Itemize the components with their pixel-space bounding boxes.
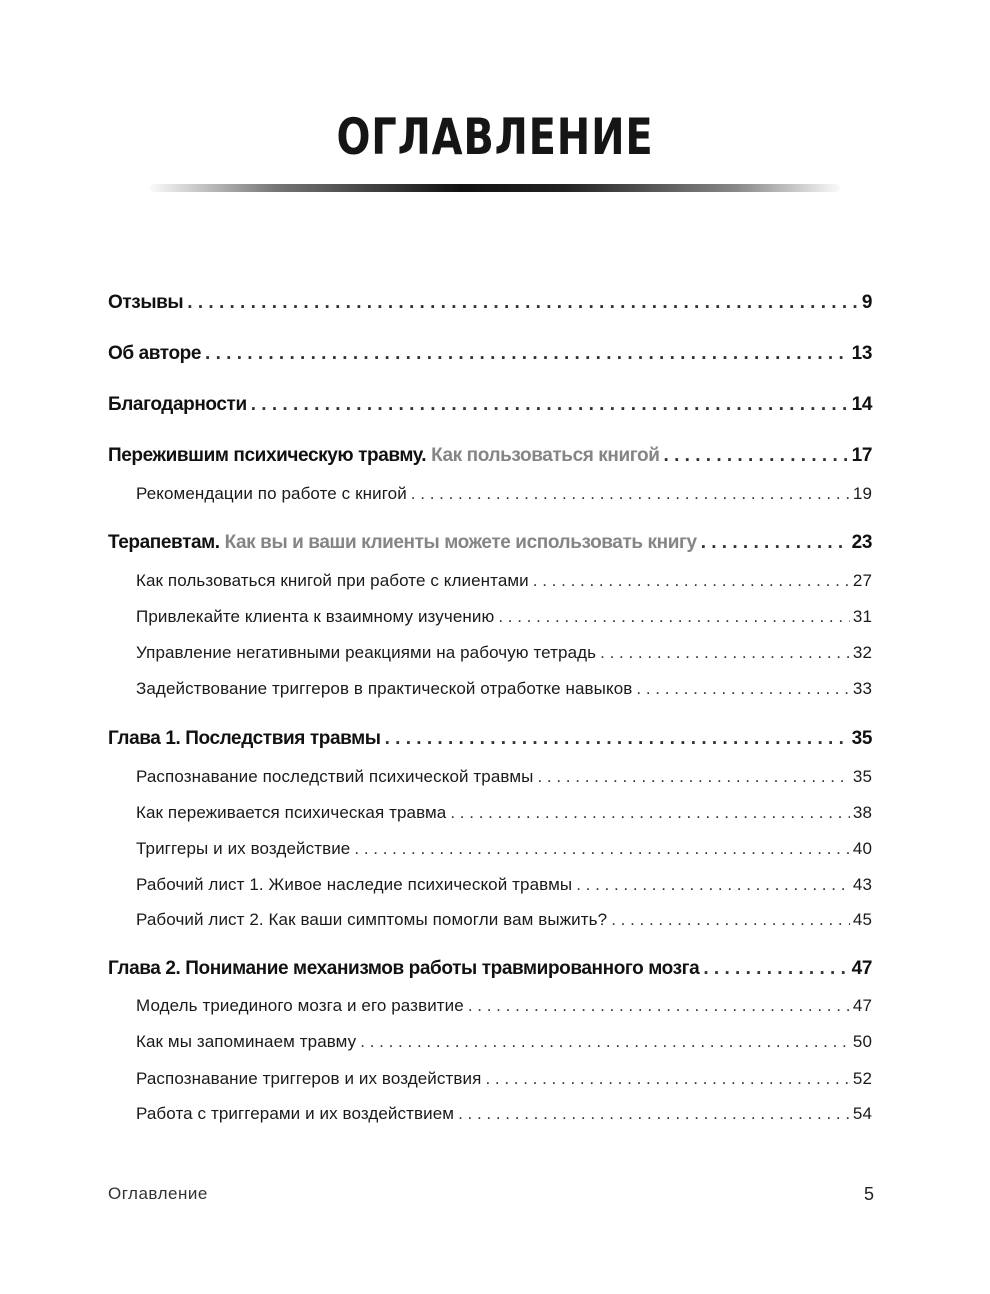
toc-subentry[interactable] (136, 643, 872, 663)
dot-leader (251, 394, 849, 416)
dot-leader (450, 803, 850, 823)
toc-entry-title: Рабочий лист 2. Как ваши симптомы помогли вам выжить? (136, 910, 608, 929)
dot-leader (468, 996, 850, 1016)
dot-leader (600, 643, 850, 663)
toc-entry-title: Распознавание триггеров и их воздействия (136, 1069, 482, 1088)
toc-subentry[interactable] (136, 910, 872, 930)
dot-leader (498, 607, 850, 627)
toc-subentry[interactable] (136, 875, 872, 895)
toc-entry[interactable] (108, 292, 872, 314)
dot-leader (533, 571, 850, 591)
toc-entry[interactable] (108, 958, 872, 980)
toc-entry-page: 31 (852, 607, 872, 626)
dot-leader (411, 484, 850, 504)
toc-entry-title: Глава 2. Понимание механизмов работы травмированного мозга (108, 958, 700, 979)
toc-entry-title: Триггеры и их воздействие (136, 839, 351, 858)
toc-entry-title: Благодарности (108, 394, 247, 415)
toc-entry-title: Как мы запоминаем травму (136, 1032, 357, 1051)
dot-leader (187, 292, 859, 314)
dot-leader (354, 839, 850, 859)
toc-entry-page: 47 (851, 958, 872, 979)
toc-entry-page: 50 (852, 1032, 872, 1051)
toc-entry-page: 23 (851, 532, 872, 553)
toc-entry-title: Распознавание последствий психической травмы (136, 767, 534, 786)
dot-leader (205, 343, 849, 365)
toc-subentry[interactable] (136, 767, 872, 787)
toc-entry-page: 14 (851, 394, 872, 415)
toc-entry-page: 52 (852, 1069, 872, 1088)
toc-subentry[interactable] (136, 803, 872, 823)
toc-entry-page: 9 (861, 292, 872, 313)
toc-entry-title: Глава 1. Последствия травмы (108, 728, 381, 749)
toc-entry[interactable] (108, 394, 872, 416)
toc-subentry[interactable] (136, 679, 872, 699)
toc-entry-page: 32 (852, 643, 872, 662)
toc-entry-page: 17 (851, 445, 872, 466)
toc-entry[interactable] (108, 728, 872, 750)
toc-subentry[interactable] (136, 484, 872, 504)
toc-subentry[interactable] (136, 1104, 872, 1124)
toc-entry-page: 35 (851, 728, 872, 749)
page-number: 5 (863, 1184, 874, 1204)
toc-entry[interactable] (108, 532, 872, 554)
dot-leader (360, 1032, 850, 1052)
toc-subentry[interactable] (136, 839, 872, 859)
toc-entry-title: Как переживается психическая травма (136, 803, 447, 822)
toc-subentry[interactable] (136, 607, 872, 627)
toc-entry-page: 54 (852, 1104, 872, 1123)
toc-entry-title: Модель триединого мозга и его развитие (136, 996, 464, 1015)
dot-leader (611, 910, 850, 930)
dot-leader (664, 445, 849, 467)
toc-entry-title: Пережившим психическую травму. (108, 445, 427, 466)
toc-entry[interactable] (108, 343, 872, 365)
dot-leader (576, 875, 850, 895)
dot-leader (636, 679, 849, 699)
toc-entry-title: Терапевтам. (108, 532, 220, 553)
toc-entry-subtitle: Как вы и ваши клиенты можете использовать книгу (224, 532, 697, 553)
page-title: ОГЛАВЛЕНИЕ (336, 108, 654, 166)
dot-leader (537, 767, 849, 787)
dot-leader (703, 958, 848, 980)
toc-entry-title: Задействование триггеров в практической отработке навыков (136, 679, 633, 698)
toc-entry-page: 33 (852, 679, 872, 698)
toc-entry-page: 40 (852, 839, 872, 858)
running-footer: Оглавление (108, 1184, 208, 1203)
toc-entry-page: 43 (852, 875, 872, 894)
toc-entry-page: 38 (852, 803, 872, 822)
toc-entry-title: Об авторе (108, 343, 202, 364)
toc-subentry[interactable] (136, 1032, 872, 1052)
toc-entry-page: 45 (852, 910, 872, 929)
dot-leader (458, 1104, 850, 1124)
toc-entry-title: Рекомендации по работе с книгой (136, 484, 407, 503)
toc-subentry[interactable] (136, 1069, 872, 1089)
toc-entry-page: 13 (851, 343, 872, 364)
toc-entry-title: Как пользоваться книгой при работе с клиентами (136, 571, 529, 590)
toc-entry-title: Работа с триггерами и их воздействием (136, 1104, 455, 1123)
toc-entry-title: Привлекайте клиента к взаимному изучению (136, 607, 495, 626)
toc-subentry[interactable] (136, 571, 872, 591)
dot-leader (385, 728, 849, 750)
toc-entry-title: Управление негативными реакциями на рабочую тетрадь (136, 643, 597, 662)
dot-leader (701, 532, 849, 554)
toc-entry[interactable] (108, 445, 872, 467)
toc-entry-title: Рабочий лист 1. Живое наследие психической травмы (136, 875, 573, 894)
dot-leader (485, 1069, 849, 1089)
toc-entry-subtitle: Как пользоваться книгой (431, 445, 660, 466)
toc-entry-page: 47 (852, 996, 872, 1015)
toc-entry-title: Отзывы (108, 292, 184, 313)
toc-subentry[interactable] (136, 996, 872, 1016)
toc-entry-page: 35 (852, 767, 872, 786)
toc-entry-page: 19 (852, 484, 872, 503)
toc-entry-page: 27 (852, 571, 872, 590)
